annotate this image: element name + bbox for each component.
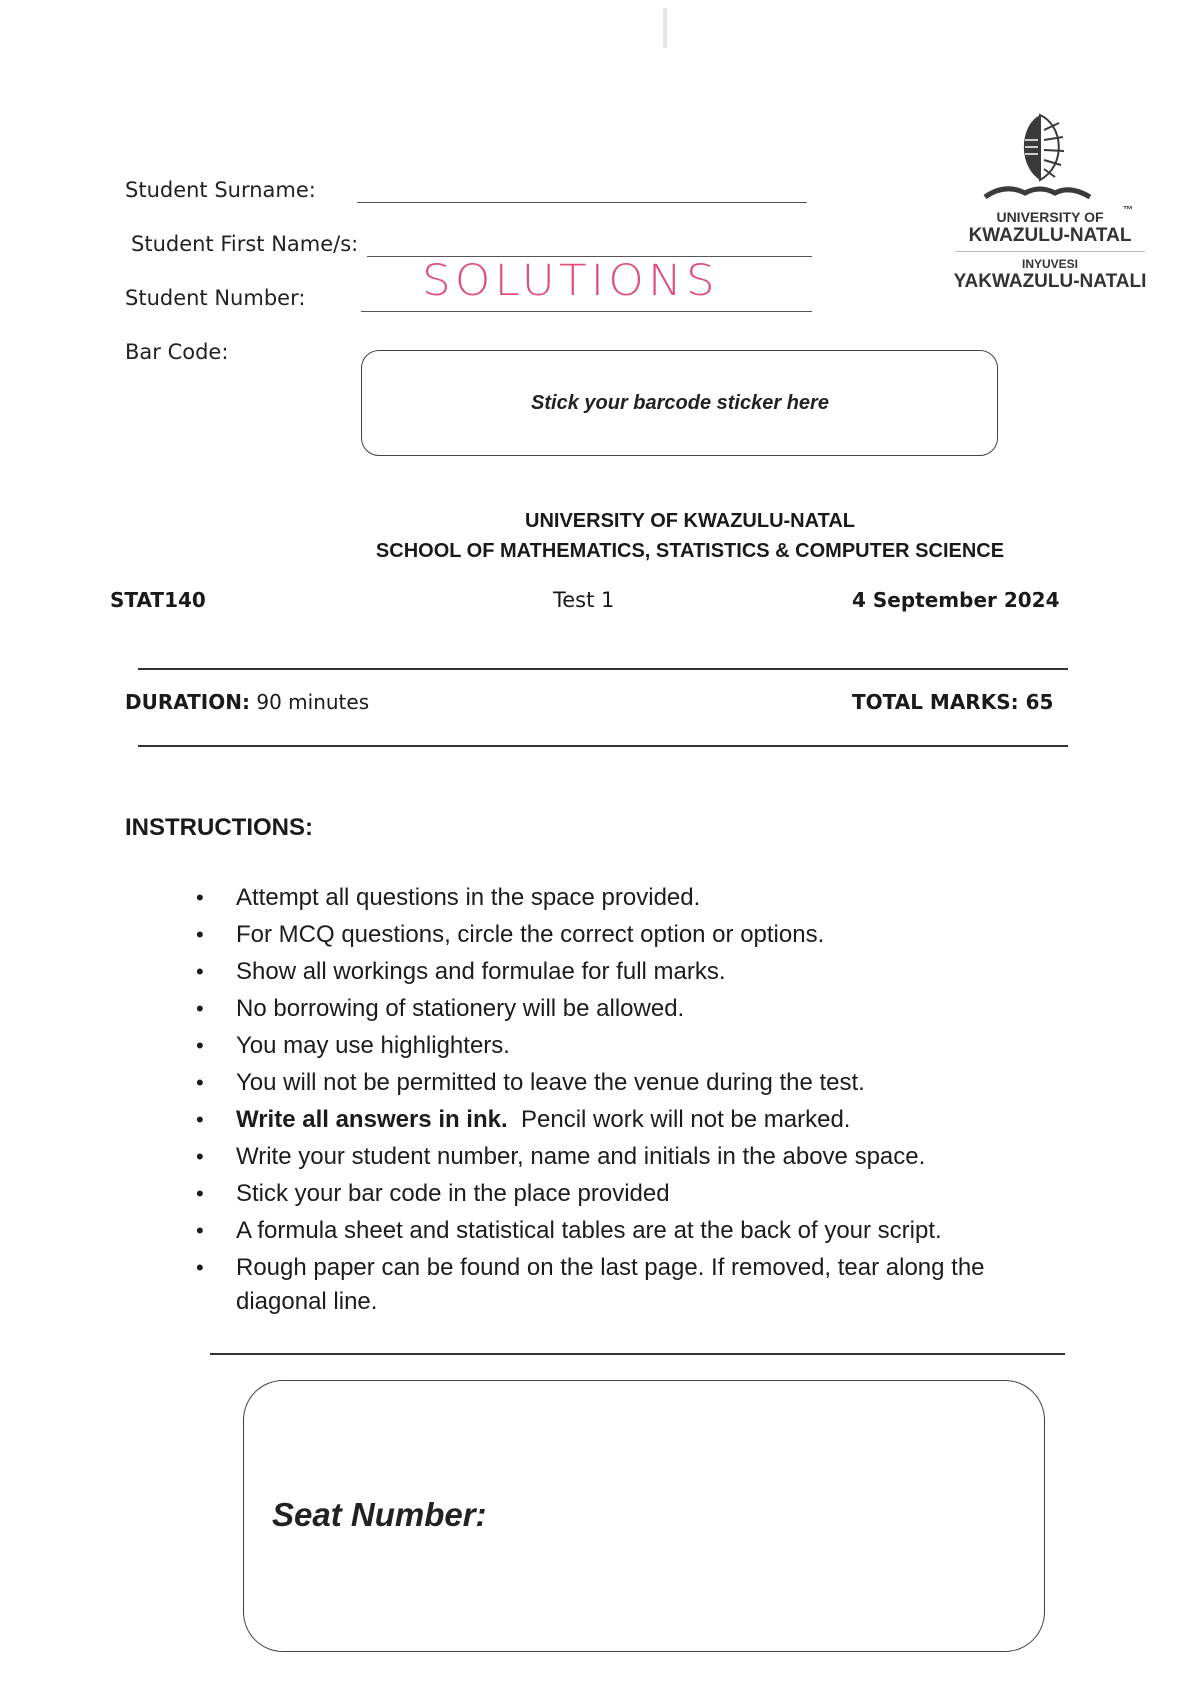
school-heading: SCHOOL OF MATHEMATICS, STATISTICS & COMPUTER SCIENCE [375,540,1005,562]
scan-mark [663,8,667,48]
list-item [196,1103,1066,1137]
university-logo [945,105,1155,295]
ink-instruction-rest: Pencil work will not be marked. [521,1106,851,1133]
list-item: • Attempt all questions in the space provided. [196,881,1066,915]
instructions-heading: INSTRUCTIONS: [125,814,313,841]
list-item: • Write your student number, name and initials in the above space. [196,1140,1066,1174]
seat-number-label: Seat Number: [272,1496,487,1533]
student-number-label: Student Number: [125,286,306,310]
university-heading: UNIVERSITY OF KWAZULU-NATAL [525,510,855,532]
logo-line2: KWAZULU-NATAL [968,225,1132,246]
student-number-field[interactable] [361,311,812,312]
test-date: 4 September 2024 [852,588,1060,612]
logo-tm: ™ [1123,205,1133,216]
bottom-divider [138,745,1068,747]
logo-line4: YAKWAZULU-NATALI [953,271,1147,292]
handwritten-solutions: SOLUTIONS [422,256,719,306]
ukzn-crest-icon [945,105,1155,205]
list-item: • For MCQ questions, circle the correct option or options. [196,918,1066,952]
list-item: • Show all workings and formulae for full marks. [196,955,1066,989]
list-item: • You may use highlighters. [196,1029,1066,1063]
duration [125,690,369,714]
surname-field[interactable] [357,202,807,203]
first-name-label: Student First Name/s: [131,232,359,256]
list-item: • You will not be permitted to leave the venue during the test. [196,1066,1066,1100]
test-name: Test 1 [553,588,615,612]
list-item: • Rough paper can be found on the last page. If removed, tear along the diagonal line. [196,1251,1066,1319]
barcode-label: Bar Code: [125,340,229,364]
barcode-placeholder: Stick your barcode sticker here [531,392,829,414]
instructions-list [196,881,1066,1322]
top-divider [138,668,1068,670]
logo-line3: INYUVESI [1021,257,1078,271]
seat-divider [210,1353,1065,1355]
logo-divider [955,251,1145,252]
course-code: STAT140 [110,588,206,612]
logo-line1: UNIVERSITY OF [996,209,1104,225]
duration-label: DURATION: [125,690,250,714]
list-item: • A formula sheet and statistical tables are at the back of your script. [196,1214,1066,1248]
surname-label: Student Surname: [125,178,316,202]
ink-instruction-bold: Write all answers in ink. [236,1106,508,1133]
list-item: • Stick your bar code in the place provided [196,1177,1066,1211]
list-item: • No borrowing of stationery will be allowed. [196,992,1066,1026]
total-marks: TOTAL MARKS: 65 [852,690,1054,714]
duration-value: 90 minutes [256,690,370,714]
